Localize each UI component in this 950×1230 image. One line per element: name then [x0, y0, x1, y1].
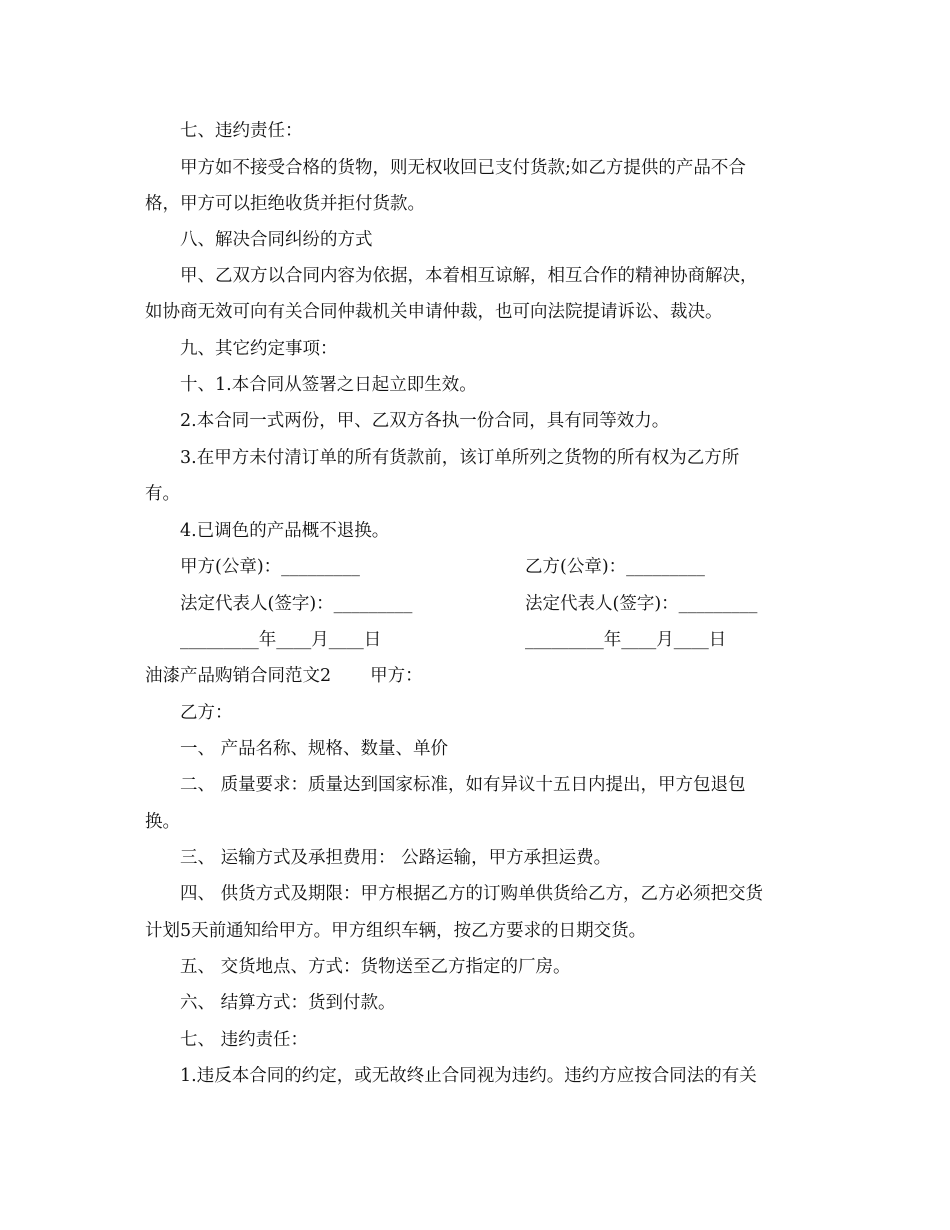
- clause-4: 四、 供货方式及期限：甲方根据乙方的订购单供货给乙方，乙方必须把交货: [180, 884, 764, 904]
- party-b-representative-line: 法定代表人(签字)：_________: [525, 594, 758, 614]
- clause-6: 六、 结算方式：货到付款。: [180, 993, 396, 1013]
- clause-3: 三、 运输方式及承担费用： 公路运输，甲方承担运费。: [180, 848, 612, 868]
- party-b-date-line: _________年____月____日: [525, 630, 727, 650]
- section-9-heading: 九、其它约定事项：: [180, 339, 338, 359]
- clause-7-heading: 七、 违约责任：: [180, 1030, 309, 1050]
- paragraph-line: 如协商无效可向有关合同仲裁机关申请仲裁，也可向法院提请诉讼、裁决。: [145, 302, 723, 322]
- clause-2: 二、 质量要求：质量达到国家标准，如有异议十五日内提出，甲方包退包: [180, 775, 746, 795]
- paragraph-line: 格，甲方可以拒绝收货并拒付货款。: [145, 194, 425, 214]
- party-a-date-line: _________年____月____日: [180, 630, 382, 650]
- section-10-item-1: 十、1.本合同从签署之日起立即生效。: [180, 375, 477, 395]
- clause-7-item-1: 1.违反本合同的约定，或无故终止合同视为违约。违约方应按合同法的有关: [180, 1066, 757, 1086]
- contract-2-title: 油漆产品购销合同范文2 甲方：: [145, 666, 423, 686]
- paragraph-line: 换。: [145, 812, 180, 832]
- clause-5: 五、 交货地点、方式：货物送至乙方指定的厂房。: [180, 957, 571, 977]
- section-10-item-2: 2.本合同一式两份，甲、乙双方各执一份合同，具有同等效力。: [180, 411, 670, 431]
- paragraph-line: 计划5天前通知给甲方。甲方组织车辆，按乙方要求的日期交货。: [145, 921, 647, 941]
- paragraph-line: 甲、乙双方以合同内容为依据，本着相互谅解，相互合作的精神协商解决，: [180, 266, 758, 286]
- section-10-item-3: 3.在甲方未付清订单的所有货款前，该订单所列之货物的所有权为乙方所: [180, 448, 740, 468]
- clause-1: 一、 产品名称、规格、数量、单价: [180, 739, 449, 759]
- party-a-seal-line: 甲方(公章)：_________: [180, 557, 360, 577]
- paragraph-line: 甲方如不接受合格的货物，则无权收回已支付货款;如乙方提供的产品不合: [180, 158, 746, 178]
- party-b-label: 乙方：: [180, 703, 233, 723]
- paragraph-line: 有。: [145, 484, 180, 504]
- section-10-item-4: 4.已调色的产品概不退换。: [180, 521, 390, 541]
- section-8-heading: 八、解决合同纠纷的方式: [180, 230, 373, 250]
- section-7-heading: 七、违约责任：: [180, 121, 303, 141]
- party-a-representative-line: 法定代表人(签字)：_________: [180, 594, 413, 614]
- party-b-seal-line: 乙方(公章)：_________: [525, 557, 705, 577]
